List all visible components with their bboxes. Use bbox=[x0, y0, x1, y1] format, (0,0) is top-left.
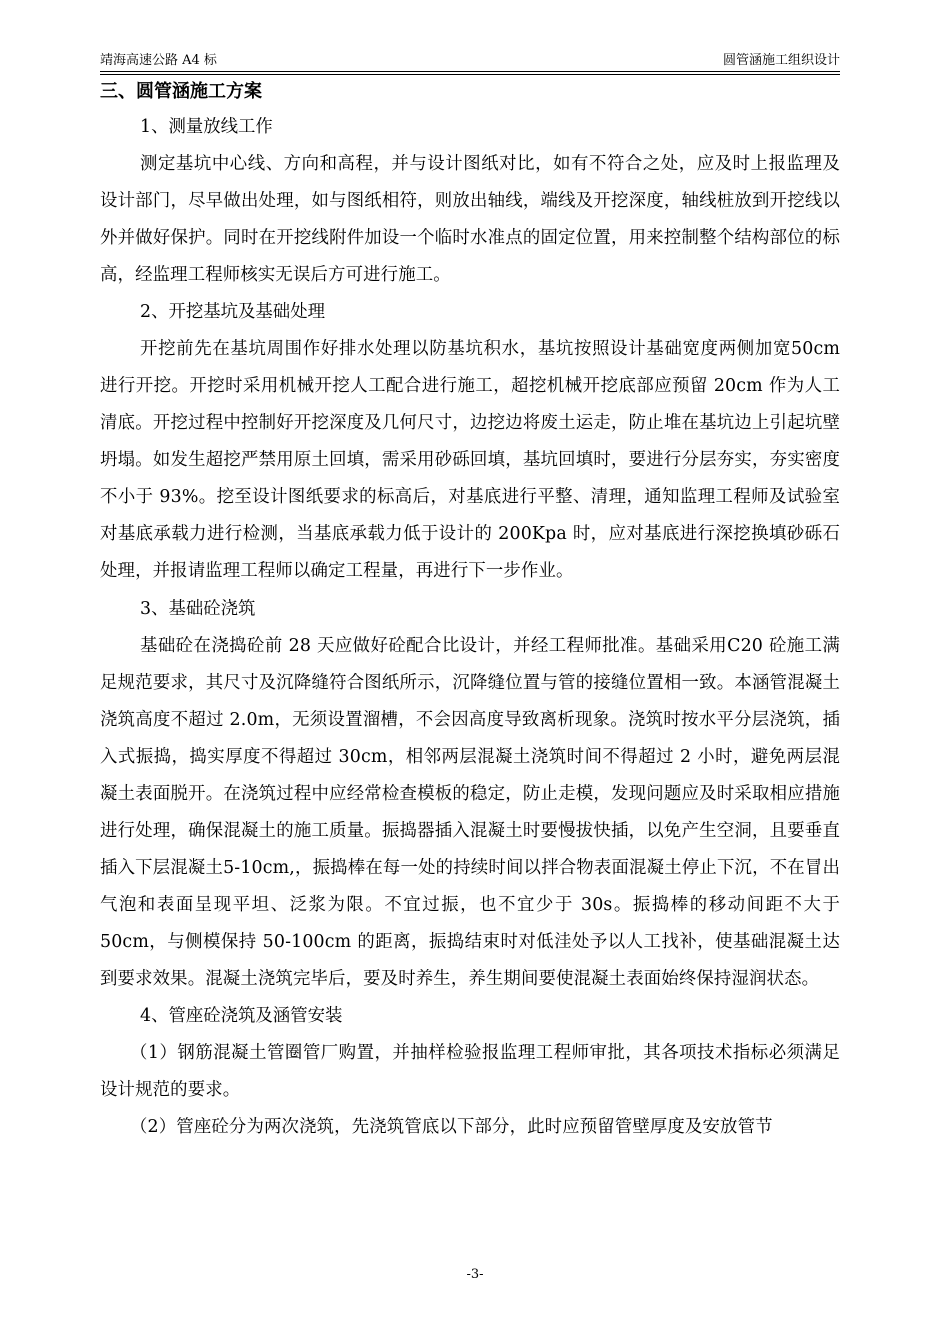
subsection-heading-excavation: 2、开挖基坑及基础处理 bbox=[140, 302, 325, 323]
header-project-name: 靖海高速公路 A4 标 bbox=[100, 53, 217, 68]
header-document-title: 圆管涵施工组织设计 bbox=[722, 53, 840, 68]
subsection-heading-foundation-pour: 3、基础砼浇筑 bbox=[140, 598, 256, 619]
subsection-heading-pipe-installation: 4、管座砼浇筑及涵管安装 bbox=[140, 1005, 343, 1026]
paragraph-pipe-seat-pour: （2）管座砼分为两次浇筑，先浇筑管底以下部分，此时应预留管壁厚度及安放管节 bbox=[130, 1117, 773, 1138]
paragraph-pipe-procurement: （1）钢筋混凝土管圈管厂购置，并抽样检验报监理工程师审批，其各项技术指标必须满足设计规范的要求。 bbox=[100, 1042, 840, 1101]
paragraph-excavation: 开挖前先在基坑周围作好排水处理以防基坑积水，基坑按照设计基础宽度两侧加宽50cm 进行开挖。开挖时采用机械开挖人工配合进行施工，超挖机械开挖底部应预留 20cm 作为人工清底。开挖过程中控制好开挖深度及几何尺寸，边挖边将废土运走，防止堆在基坑边上引起坑壁坍塌。如发生超挖严禁用原土回填，需采用砂砾回填，基坑回填时，要进行分层夯实，夯实密度不小于 93%。挖至设计图纸要求的标高后，对基底进行平整、清理，通知监理工程师及试验室对基底承载力进行检测，当基底承载力低于设计的 200Kpa 时，应对基底进行深挖换填砂砾石处理，并报请监理工程师以确定工程量，再进行下一步作业。 bbox=[100, 339, 840, 582]
paragraph-survey: 测定基坑中心线、方向和高程，并与设计图纸对比，如有不符合之处，应及时上报监理及设计部门，尽早做出处理，如与图纸相符，则放出轴线，端线及开挖深度，轴线桩放到开挖线以外并做好保护。同时在开挖线附件加设一个临时水准点的固定位置，用来控制整个结构部位的标高，经监理工程师核实无误后方可进行施工。 bbox=[100, 154, 840, 286]
paragraph-foundation-pour: 基础砼在浇捣砼前 28 天应做好砼配合比设计，并经工程师批准。基础采用C20 砼施工满足规范要求，其尺寸及沉降缝符合图纸所示，沉降缝位置与管的接缝位置相一致。本涵管混凝土浇筑高度不超过 2.0m，无须设置溜槽，不会因高度导致离析现象。浇筑时按水平分层浇筑，插入式振捣，捣实厚度不得超过 30cm，相邻两层混凝土浇筑时间不得超过 2 小时，避免两层混凝土表面脱开。在浇筑过程中应经常检查模板的稳定，防止走模，发现问题应及时采取相应措施进行处理，确保混凝土的施工质量。振捣器插入混凝土时要慢拔快插，以免产生空洞，且要垂直插入下层混凝土5-10cm,，振捣棒在每一处的持续时间以拌合物表面混凝土停止下沉，不在冒出气泡和表面呈现平坦、泛浆为限。不宜过振，也不宜少于 30s。振捣棒的移动间距不大于 50cm，与侧模保持 50-100cm 的距离，振捣结束时对低洼处予以人工找补，使基础混凝土达到要求效果。混凝土浇筑完毕后，要及时养生，养生期间要使混凝土表面始终保持湿润状态。 bbox=[100, 635, 840, 989]
page-header bbox=[100, 53, 840, 72]
subsection-heading-survey: 1、测量放线工作 bbox=[140, 117, 273, 137]
page-number: -3- bbox=[466, 1267, 484, 1282]
document-body bbox=[100, 75, 840, 1146]
section-title: 三、圆管涵施工方案 bbox=[100, 81, 262, 102]
